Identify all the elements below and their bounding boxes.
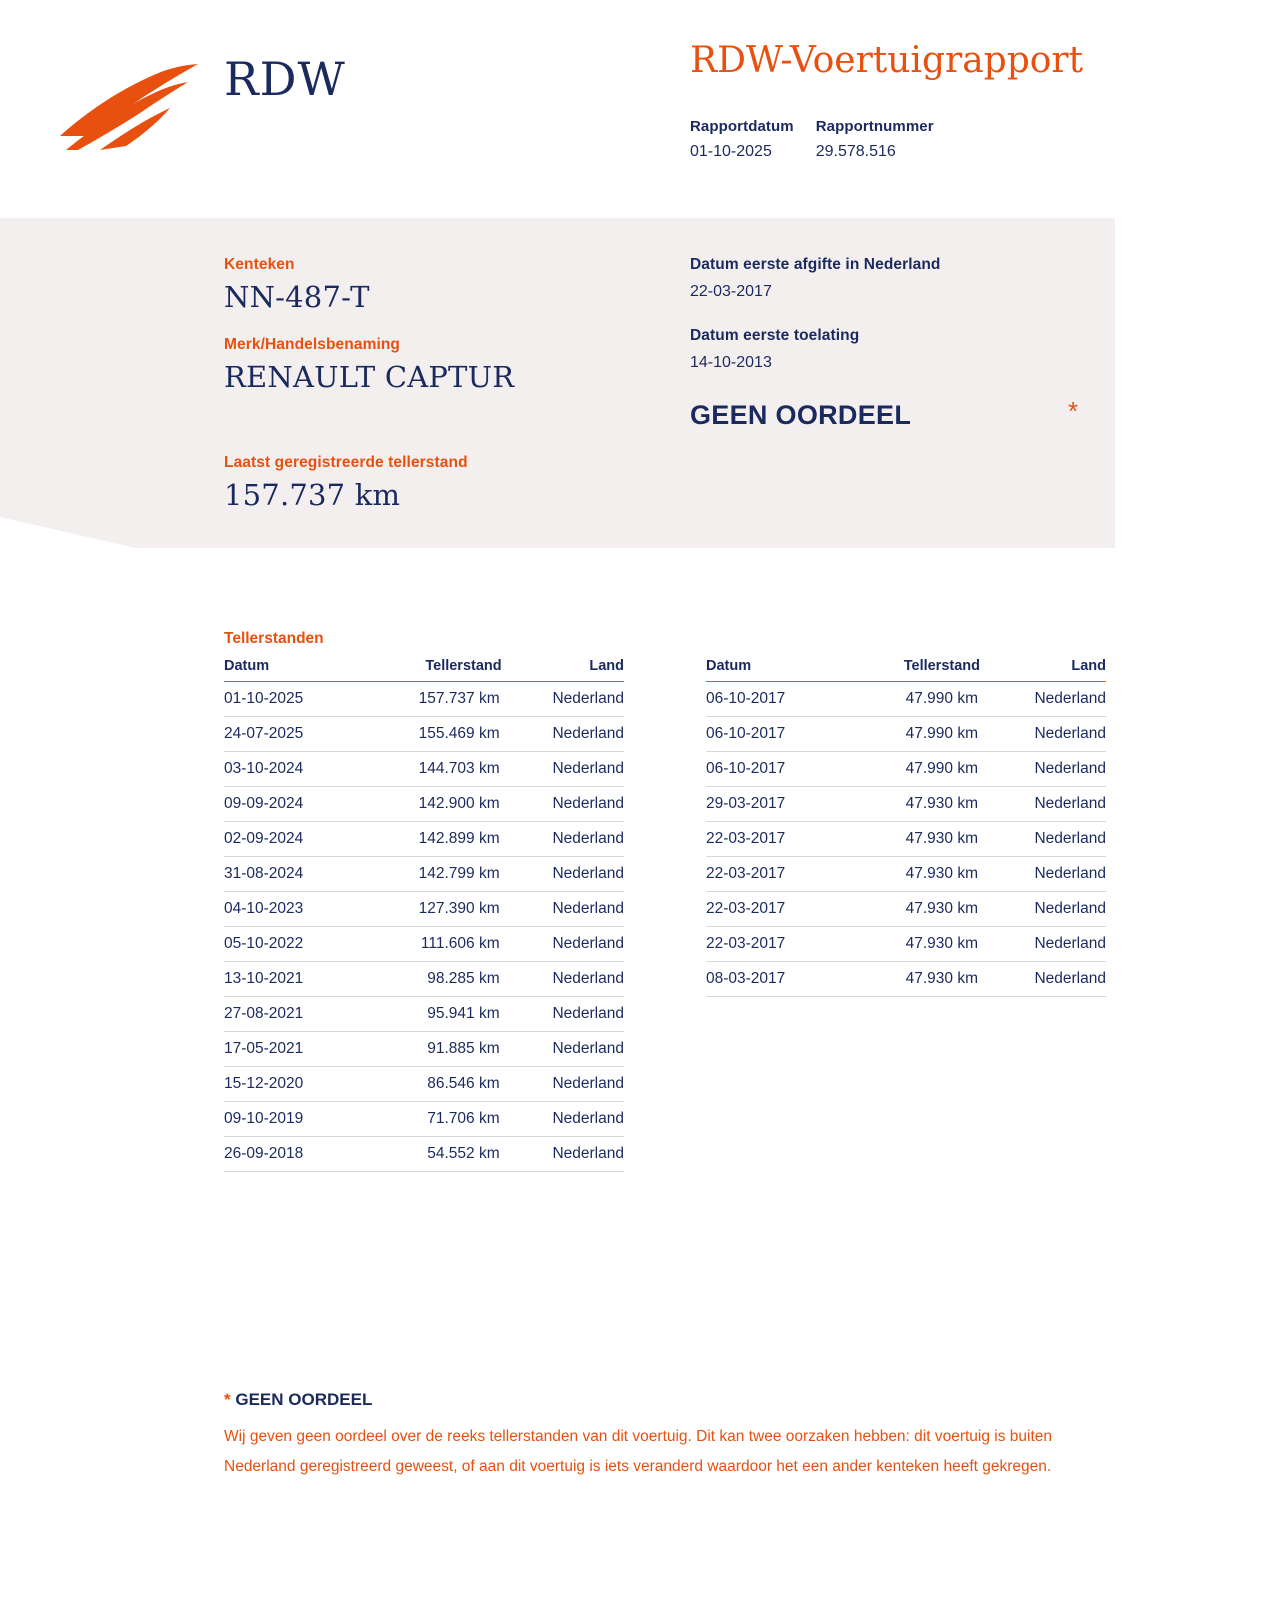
- plate-label: Kenteken: [224, 256, 295, 273]
- cell-land: Nederland: [980, 787, 1106, 822]
- cell-datum: 15-12-2020: [224, 1067, 360, 1102]
- cell-datum: 13-10-2021: [224, 962, 360, 997]
- cell-tellerstand: 91.885 km: [360, 1032, 502, 1067]
- rdw-wordmark: RDW: [224, 52, 346, 106]
- odometer-table-right: [706, 630, 1106, 1172]
- cell-land: Nederland: [502, 892, 624, 927]
- cell-tellerstand: 142.799 km: [360, 857, 502, 892]
- first-admission-label: Datum eerste toelating: [690, 327, 860, 344]
- table-row: [706, 892, 1106, 927]
- odometer-table-left: [224, 630, 624, 1172]
- odometer-block: [224, 454, 468, 534]
- cell-land: Nederland: [502, 717, 624, 752]
- odometer-value: 157.737 km: [224, 478, 401, 512]
- cell-datum: 02-09-2024: [224, 822, 360, 857]
- cell-datum: 06-10-2017: [706, 717, 846, 752]
- column-header-datum: Datum: [706, 654, 846, 682]
- cell-tellerstand: 47.930 km: [846, 927, 980, 962]
- cell-land: Nederland: [502, 822, 624, 857]
- cell-tellerstand: 54.552 km: [360, 1137, 502, 1172]
- table-row: [224, 962, 624, 997]
- cell-tellerstand: 95.941 km: [360, 997, 502, 1032]
- cell-datum: 22-03-2017: [706, 892, 846, 927]
- report-date-block: [690, 118, 794, 161]
- table-row: [706, 682, 1106, 717]
- cell-datum: 09-10-2019: [224, 1102, 360, 1137]
- cell-land: Nederland: [502, 1032, 624, 1067]
- cell-tellerstand: 142.899 km: [360, 822, 502, 857]
- table-row: [224, 1137, 624, 1172]
- cell-datum: 27-08-2021: [224, 997, 360, 1032]
- cell-datum: 08-03-2017: [706, 962, 846, 997]
- cell-land: Nederland: [502, 682, 624, 717]
- table-row: [224, 857, 624, 892]
- cell-land: Nederland: [980, 717, 1106, 752]
- first-admission-value: 14-10-2013: [690, 354, 772, 371]
- table-row: [224, 717, 624, 752]
- cell-land: Nederland: [502, 962, 624, 997]
- column-header-tellerstand: Tellerstand: [360, 654, 502, 682]
- cell-datum: 22-03-2017: [706, 822, 846, 857]
- cell-datum: 26-09-2018: [224, 1137, 360, 1172]
- table-row: [706, 927, 1106, 962]
- cell-tellerstand: 47.990 km: [846, 682, 980, 717]
- cell-tellerstand: 47.930 km: [846, 962, 980, 997]
- table-row: [706, 962, 1106, 997]
- vehicle-summary-panel: [0, 218, 1115, 548]
- table-caption-spacer: [706, 630, 1106, 648]
- cell-land: Nederland: [980, 962, 1106, 997]
- cell-land: Nederland: [980, 752, 1106, 787]
- first-registration-nl-value: 22-03-2017: [690, 283, 772, 300]
- cell-tellerstand: 47.930 km: [846, 892, 980, 927]
- column-header-datum: Datum: [224, 654, 360, 682]
- table-caption: Tellerstanden: [224, 630, 324, 647]
- verdict-footnote-marker: *: [1068, 396, 1079, 426]
- cell-tellerstand: 86.546 km: [360, 1067, 502, 1102]
- footnote-star: *: [224, 1390, 231, 1409]
- cell-datum: 01-10-2025: [224, 682, 360, 717]
- table-header-row: [706, 654, 1106, 682]
- footnote-title-text: GEEN OORDEEL: [235, 1390, 373, 1409]
- table-row: [224, 752, 624, 787]
- table-row: [224, 822, 624, 857]
- table-row: [224, 997, 624, 1032]
- cell-tellerstand: 111.606 km: [360, 927, 502, 962]
- cell-datum: 24-07-2025: [224, 717, 360, 752]
- column-header-land: Land: [980, 654, 1106, 682]
- cell-tellerstand: 47.930 km: [846, 787, 980, 822]
- plate-value: NN-487-T: [224, 280, 370, 314]
- report-date-label: Rapportdatum: [690, 118, 794, 135]
- cell-datum: 03-10-2024: [224, 752, 360, 787]
- verdict-badge: GEEN OORDEEL: [690, 400, 912, 430]
- cell-land: Nederland: [502, 1067, 624, 1102]
- brand-value: RENAULT CAPTUR: [224, 360, 515, 394]
- report-title: RDW-Voertuigrapport: [690, 40, 1084, 81]
- odometer-table-left-table: [224, 654, 624, 1172]
- table-row: [224, 892, 624, 927]
- cell-tellerstand: 155.469 km: [360, 717, 502, 752]
- cell-land: Nederland: [980, 822, 1106, 857]
- brand-label: Merk/Handelsbenaming: [224, 336, 400, 353]
- table-row: [706, 857, 1106, 892]
- table-row: [224, 682, 624, 717]
- cell-datum: 29-03-2017: [706, 787, 846, 822]
- cell-datum: 17-05-2021: [224, 1032, 360, 1067]
- table-row: [224, 1032, 624, 1067]
- footnote-title: [224, 1390, 1124, 1410]
- table-row: [706, 717, 1106, 752]
- report-number-label: Rapportnummer: [815, 118, 934, 135]
- cell-tellerstand: 47.930 km: [846, 857, 980, 892]
- cell-datum: 05-10-2022: [224, 927, 360, 962]
- cell-datum: 22-03-2017: [706, 857, 846, 892]
- cell-datum: 22-03-2017: [706, 927, 846, 962]
- footnote-section: [224, 1390, 1124, 1482]
- table-row: [224, 787, 624, 822]
- table-header-row: [224, 654, 624, 682]
- panel-corner-notch: [0, 517, 140, 548]
- first-registration-nl-label: Datum eerste afgifte in Nederland: [690, 256, 941, 273]
- cell-datum: 09-09-2024: [224, 787, 360, 822]
- odometer-readings-section: [0, 630, 1280, 1172]
- cell-land: Nederland: [980, 682, 1106, 717]
- report-meta: [690, 118, 934, 161]
- cell-datum: 06-10-2017: [706, 752, 846, 787]
- column-header-land: Land: [502, 654, 624, 682]
- odometer-table-right-table: [706, 654, 1106, 997]
- cell-land: Nederland: [980, 857, 1106, 892]
- odometer-label: Laatst geregistreerde tellerstand: [224, 454, 468, 471]
- cell-tellerstand: 142.900 km: [360, 787, 502, 822]
- cell-land: Nederland: [980, 892, 1106, 927]
- cell-land: Nederland: [502, 1102, 624, 1137]
- footnote-body: Wij geven geen oordeel over de reeks tellerstanden van dit voertuig. Dit kan twee oorzaken hebben: dit voertuig is buiten Nederland geregistreerd geweest, of aan dit voertuig is iets veranderd waardoor het een ander kenteken heeft gekregen.: [224, 1428, 1053, 1475]
- cell-datum: 31-08-2024: [224, 857, 360, 892]
- report-date-value: 01-10-2025: [690, 143, 772, 160]
- cell-land: Nederland: [980, 927, 1106, 962]
- table-row: [224, 1102, 624, 1137]
- table-row: [706, 787, 1106, 822]
- cell-tellerstand: 157.737 km: [360, 682, 502, 717]
- cell-datum: 04-10-2023: [224, 892, 360, 927]
- cell-tellerstand: 127.390 km: [360, 892, 502, 927]
- table-row: [224, 1067, 624, 1102]
- report-number-block: [816, 118, 934, 161]
- cell-tellerstand: 144.703 km: [360, 752, 502, 787]
- cell-land: Nederland: [502, 787, 624, 822]
- cell-land: Nederland: [502, 857, 624, 892]
- cell-land: Nederland: [502, 997, 624, 1032]
- cell-tellerstand: 71.706 km: [360, 1102, 502, 1137]
- page-header: [0, 0, 1280, 218]
- vehicle-identity-block: [224, 256, 514, 416]
- cell-tellerstand: 98.285 km: [360, 962, 502, 997]
- cell-tellerstand: 47.990 km: [846, 717, 980, 752]
- cell-land: Nederland: [502, 927, 624, 962]
- rdw-swoosh-logo-icon: [52, 58, 212, 158]
- table-row: [706, 822, 1106, 857]
- cell-tellerstand: 47.930 km: [846, 822, 980, 857]
- table-row: [706, 752, 1106, 787]
- cell-land: Nederland: [502, 752, 624, 787]
- report-number-value: 29.578.516: [815, 143, 896, 160]
- cell-land: Nederland: [502, 1137, 624, 1172]
- cell-datum: 06-10-2017: [706, 682, 846, 717]
- vehicle-dates-block: [690, 256, 941, 398]
- table-row: [224, 927, 624, 962]
- rdw-logo: [52, 40, 352, 150]
- column-header-tellerstand: Tellerstand: [846, 654, 980, 682]
- cell-tellerstand: 47.990 km: [846, 752, 980, 787]
